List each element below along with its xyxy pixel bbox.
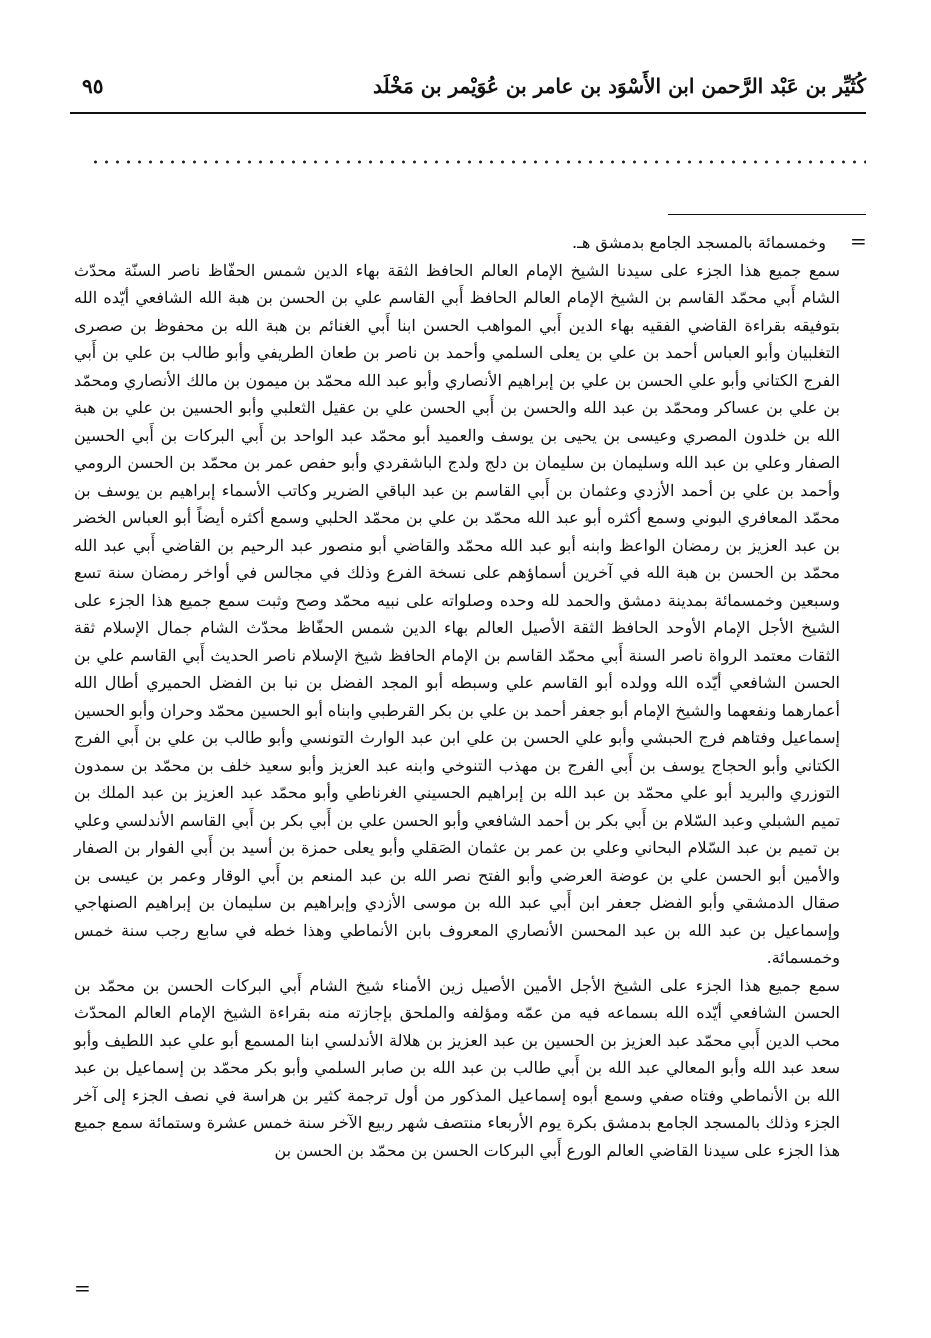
footnote-rule bbox=[668, 214, 866, 215]
continuation-mark-bottom: = bbox=[74, 1276, 91, 1300]
header-rule bbox=[70, 112, 866, 114]
running-title: كُثَيِّر بن عَبْد الرَّحمن ابن الأَسْوَد بن عامر بن عُوَيْمر بن مَخْلَد bbox=[373, 74, 866, 98]
page-header bbox=[70, 66, 866, 110]
paragraph-3: سمع جميع هذا الجزء على الشيخ الأجل الأمين الأصيل زين الأمناء شيخ الشام أَبي البركات الحسن بن محمّد بن الحسن الشافعي أيّده الله بسماعه فيه من عمّه ومؤلفه والملحق بإجازته منه بقراءة الشيخ الإمام العالم المحدّث محب الدين أَبي محمّد عبد العزيز بن الحسين بن عبد العزيز بن هلالة الأندلسي ابنا المسمع أبو علي عبد اللطيف وأبو سعد عبد الله وأبو المعالي عبد الله بن أَبي طالب بن عبد الله بن صابر السلمي وأبو بكر محمّد بن إسماعيل بن عبد الله بن الأنماطي وفتاه صفي وسمع أبوه إسماعيل المذكور من أول ترجمة كثير بن هراسة في نصف الجزء إلى آخر الجزء وذلك بالمسجد الجامع بدمشق بكرة يوم الأربعاء منتصف شهر ربيع الآخر سنة خمس عشرة وستمائة سمع جميع هذا الجزء على سيدنا القاضي العالم الورع أَبي البركات الحسن بن محمّد بن الحسن بن bbox=[74, 975, 841, 1160]
dotted-separator bbox=[90, 158, 866, 166]
page-number: ٩٥ bbox=[82, 74, 104, 98]
continuation-mark-top: = bbox=[850, 229, 867, 253]
paragraph-1: وخمسمائة بالمسجد الجامع بدمشق هـ. bbox=[572, 233, 826, 252]
paragraph-2: سمع جميع هذا الجزء على سيدنا الشيخ الإمام العالم الحافظ الثقة بهاء الدين شمس الحفّاظ ناصر السنّة محدّث الشام أَبي محمّد القاسم بن الشيخ الإمام العالم الحافظ أَبي القاسم علي بن الحسن بن هبة الله الشافعي أيّده الله بتوفيقه بقراءة القاضي الفقيه بهاء الدين أَبي المواهب الحسن ابنا أَبي الغنائم بن هبة الله بن محفوظ بن صصرى التغلبيان وأبو العباس أحمد بن علي بن يعلى السلمي وأحمد بن ناصر بن طعان الطريفي وأبو طالب بن علي بن أَبي الفرج الكتاني وأبو علي الحسن بن علي بن إبراهيم الأنصاري وأبو عبد الله محمّد بن ميمون بن مالك الأنصاري ومحمّد بن علي بن عساكر ومحمّد بن عبد الله والحسن بن أَبي الحسن علي بن عقيل الثعلبي وأبو الحسين بن علي بن هبة الله بن خلدون المصري وعيسى بن يحيى بن يوسف والعميد أبو محمّد عبد الواحد بن أَبي البركات بن أَبي الحسين الصفار وعلي بن عبد الله وسليمان بن سليمان بن دلج ولدج الباشقردي وأبو حفص عمر بن محمّد بن الحسن الرومي وأحمد بن علي بن أحمد الأزدي وعثمان بن أَبي القاسم بن عبد الباقي الضرير وكاتب الأسماء إبراهيم بن يوسف بن محمّد المعافري البوني وسمع أكثره أبو عبد الله محمّد بن علي بن محمّد الحلبي وسمع أكثره أيضاً أبو العباس الخضر بن عبد العزيز بن رمضان الواعظ وابنه أبو عبد الله محمّد والقاضي أبو منصور عبد الرحيم بن القاضي أَبي عبد الله محمّد بن الحسن بن هبة الله في آخرين أسماؤهم على نسخة الفرع وذلك في مجالس في أواخر رمضان سنة تسع وسبعين وخمسمائة بمدينة دمشق والحمد لله وحده وصلواته على نبيه محمّد وصح وثبت سمع جميع هذا الجزء على الشيخ الأجل الإمام الأوحد الحافظ الثقة الأصيل العالم بهاء الدين شمس الحفّاظ محدّث الشام جمال الإسلام ثقة الثقات معتمد الرواة ناصر السنة أَبي محمّد القاسم بن الإمام الحافظ شيخ الإسلام ناصر الحديث أَبي القاسم علي بن الحسن الشافعي أيّده الله وولده أبو القاسم علي وسبطه أبو المجد الفضل بن نبا بن الفضل الحميري أطال الله أعمارهما ونفعهما والشيخ الإمام أبو جعفر أحمد بن علي بن بكر القرطبي وابناه أبو الحسين محمّد وحران وأبو الحسين إسماعيل وفتاهم فرج الحبشي وأبو علي الحسن بن علي ابن عبد الوارث التونسي وأبو طالب بن علي بن أَبي الفرج الكتاني وأبو الحجاج يوسف بن أَبي الفرج بن مهذب التنوخي وابنه عبد العزيز وأبو سعيد خلف بن محمّد بن سمدون التوزري والبريد أبو علي محمّد بن عبد الله بن إبراهيم الحسيني الغرناطي وأبو محمّد عبد العزيز بن عبد الملك بن تميم الشبلي وعبد السّلام بن أَبي بكر بن أحمد الشافعي وأبو الحسن علي بن أَبي بكر بن أَبي القاسم الأندلسي وعلي بن تميم بن عبد السّلام البحاني وعلي بن عمر بن عثمان الصَقلي وأبو يعلى حمزة بن أسيد بن أَبي الفوار بن الصفار والأمين أبو الحسن علي بن عوضة العرضي وأبو الفتح نصر الله بن عبد المنعم بن أَبي الوقار وعمر بن عيسى بن صقال الدمشقي وأبو الفضل جعفر ابن أَبي عبد الله بن موسى الأزدي وإبراهيم بن سليمان بن إبراهيم الصنهاجي وإسماعيل بن عبد الله بن عبد المحسن الأنصاري المعروف بابن الأنماطي وهذا خطه في سابع رجب سنة خمس وخمسمائة. bbox=[74, 260, 841, 967]
footnote-text bbox=[74, 229, 840, 1164]
